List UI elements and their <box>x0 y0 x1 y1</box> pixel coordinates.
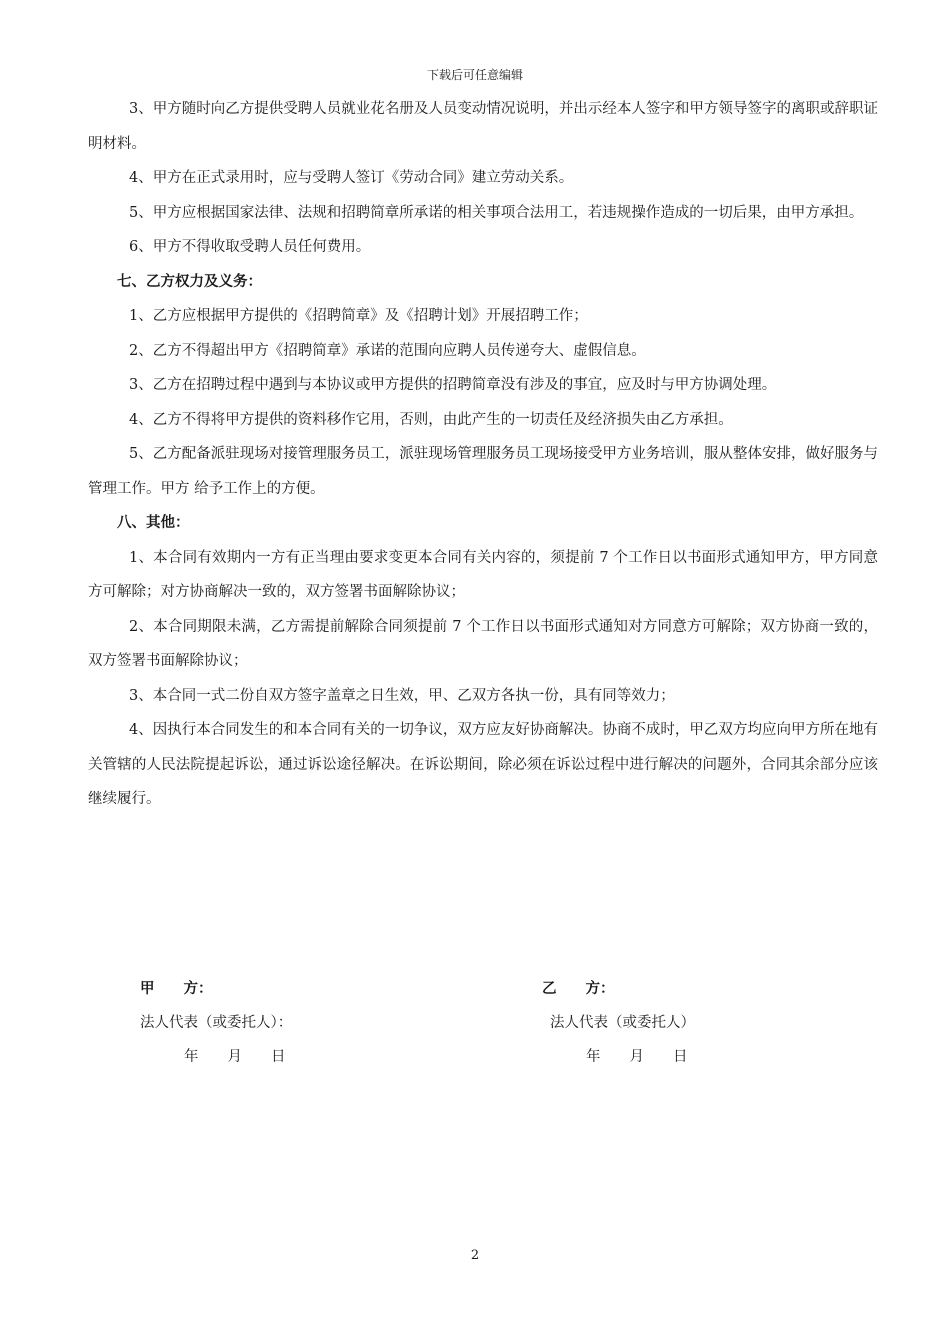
clause-paragraph: 4、乙方不得将甲方提供的资料移作它用，否则，由此产生的一切责任及经济损失由乙方承担。 <box>129 411 733 428</box>
party-b-date: 年 月 日 <box>586 1049 688 1065</box>
clause-paragraph: 5、甲方应根据国家法律、法规和招聘简章所承诺的相关事项合法用工，若违规操作造成的一切后果，由甲方承担。 <box>129 204 864 221</box>
clause-paragraph: 6、甲方不得收取受聘人员任何费用。 <box>129 239 371 255</box>
party-a-representative: 法人代表（或委托人）： <box>140 1015 293 1031</box>
page-header: 下载后可任意编辑 <box>426 68 523 82</box>
party-b-label: 乙 方： <box>542 980 615 997</box>
clause-paragraph: 3、本合同一式二份自双方签字盖章之日生效，甲、乙双方各执一份，具有同等效力； <box>129 687 675 704</box>
clause-paragraph: 1、乙方应根据甲方提供的《招聘简章》及《招聘计划》开展招聘工作； <box>129 308 588 324</box>
clause-paragraph: 5、乙方配备派驻现场对接管理服务员工，派驻现场管理服务员工现场接受甲方业务培训，服从整体安排，做好服务与管理工作。甲方 给予工作上的方便。 <box>88 446 878 497</box>
clause-paragraph: 2、本合同期限未满，乙方需提前解除合同须提前 7 个工作日以书面形式通知对方同意方可解除；双方协商一致的，双方签署书面解除协议； <box>88 618 878 669</box>
clause-paragraph: 1、本合同有效期内一方有正当理由要求变更本合同有关内容的，须提前 7 个工作日以书面形式通知甲方，甲方同意方可解除；对方协商解决一致的，双方签署书面解除协议； <box>88 549 878 600</box>
clause-paragraph: 4、甲方在正式录用时，应与受聘人签订《劳动合同》建立劳动关系。 <box>129 170 574 186</box>
page-number: 2 <box>470 1248 480 1263</box>
party-a-label: 甲 方： <box>140 980 213 997</box>
clause-paragraph: 3、甲方随时向乙方提供受聘人员就业花名册及人员变动情况说明，并出示经本人签字和甲方领导签字的离职或辞职证明材料。 <box>88 101 878 152</box>
section-heading: 八、其他： <box>117 514 190 531</box>
signature-block-party-b <box>542 972 695 1074</box>
clause-paragraph: 4、因执行本合同发生的和本合同有关的一切争议，双方应友好协商解决。协商不成时，甲乙双方均应向甲方所在地有关管辖的人民法院提起诉讼，通过诉讼途径解决。在诉讼期间，除必须在诉讼过程中进行解决的问题外，合同其余部分应该继续履行。 <box>88 722 878 807</box>
section-heading: 七、乙方权力及义务： <box>117 272 262 290</box>
document-body <box>88 92 878 817</box>
clause-paragraph: 3、乙方在招聘过程中遇到与本协议或甲方提供的招聘简章没有涉及的事宜，应及时与甲方协调处理。 <box>129 377 777 393</box>
party-b-representative: 法人代表（或委托人） <box>550 1015 695 1031</box>
clause-paragraph: 2、乙方不得超出甲方《招聘简章》承诺的范围向应聘人员传递夸大、虚假信息。 <box>129 342 646 359</box>
party-a-date: 年 月 日 <box>184 1049 286 1065</box>
signature-block-party-a <box>140 972 292 1074</box>
